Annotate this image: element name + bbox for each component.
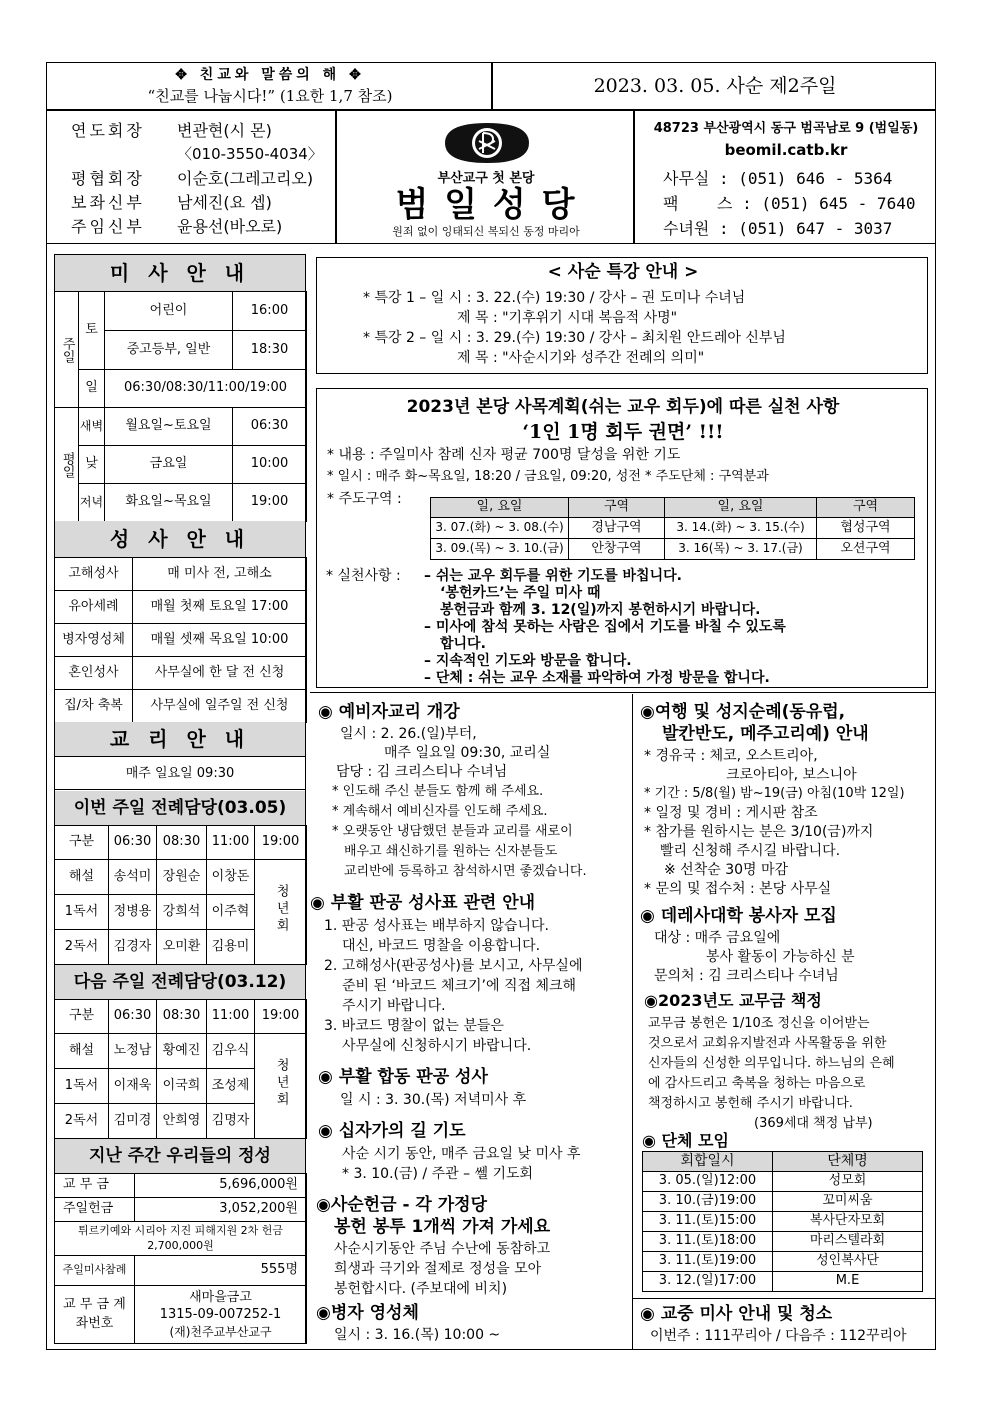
person: 노정남 — [109, 1034, 157, 1069]
easter-line: 주시기 바랍니다. — [342, 998, 446, 1014]
pilgrimage-line: * 문의 및 접수처 : 본당 사무실 — [644, 881, 832, 897]
meeting-time: 3. 05.(일)12:00 — [643, 1172, 773, 1192]
easter-line: 3. 바코드 명찰이 없는 분들은 — [324, 1018, 504, 1034]
sacrament-name: 혼인성사 — [55, 657, 133, 690]
offering-table — [54, 1173, 307, 1344]
person: 오미환 — [157, 930, 207, 965]
parish-logo-icon — [441, 119, 533, 167]
practice-label: * 실천사항 : — [326, 568, 401, 584]
district-name: 안창구역 — [569, 539, 665, 560]
offering-label: 교 무 금 — [55, 1174, 135, 1198]
website: beomil.catb.kr — [724, 141, 848, 159]
pilgrimage-line: * 일정 및 경비 : 게시판 참조 — [644, 805, 818, 821]
special-offering-amount: 2,700,000원 — [147, 1238, 214, 1252]
saturday-label: 토 — [79, 292, 105, 370]
district-table — [430, 497, 915, 560]
person: 김우식 — [207, 1034, 255, 1069]
day-label: 낮 — [79, 446, 105, 484]
col-header: 구분 — [55, 826, 109, 860]
practice-item: – 단체 : 쉬는 교우 소재를 파악하여 가정 방문을 합니다. — [424, 670, 770, 686]
motto-box — [46, 62, 492, 110]
catechumen-title: ◉ 예비자교리 개강 — [318, 702, 460, 722]
youth-group — [255, 1034, 307, 1139]
easter-line: 1. 판공 성사표는 배부하지 않습니다. — [324, 918, 549, 934]
group-name: 마리스텔라회 — [773, 1232, 923, 1252]
district-label: * 주도구역 : — [327, 491, 402, 507]
lent-lecture-box — [316, 257, 928, 374]
dues-line: 교무금 봉헌은 1/10조 정신을 이어받는 — [648, 1016, 870, 1031]
attendance-label: 주일미사참례 — [55, 1256, 135, 1286]
address: 48723 부산광역시 동구 범곡남로 9 (범일동) — [653, 121, 919, 136]
district-date: 3. 09.(목) ~ 3. 10.(금) — [431, 539, 569, 560]
group-name: 성인복사단 — [773, 1252, 923, 1272]
easter-confession-title: ◉ 부활 판공 성사표 관련 안내 — [310, 893, 536, 913]
col-header: 일, 요일 — [431, 498, 569, 518]
easter-line: 대신, 바코드 명찰을 이용합니다. — [342, 938, 541, 954]
sacrament-name: 유아세례 — [55, 591, 133, 624]
staff-box — [46, 110, 336, 244]
easter-line: 2. 고해성사(판공성사)를 보시고, 사무실에 — [324, 958, 583, 974]
account-label: 교 무 금 계좌번호 — [55, 1286, 135, 1344]
pilgrimage-line: 빨리 신청해 주시길 바랍니다. — [660, 843, 841, 859]
dues-line: 신자들의 신성한 의무입니다. 하느님의 은혜 — [648, 1056, 895, 1071]
liturgy-next-title: 다음 주일 전례담당(03.12) — [55, 965, 305, 999]
practice-item: – 지속적인 기도와 방문을 합니다. — [424, 653, 632, 669]
sacraments-title: 성 사 안 내 — [55, 521, 305, 557]
staff-name-3: 이순호(그레고리오) — [177, 169, 314, 188]
practice-item: 봉헌금과 함께 3. 12(일)까지 봉헌하시기 바랍니다. — [440, 602, 761, 618]
convent-phone: 수녀원 : (051) 647 - 3037 — [663, 219, 893, 238]
special-offering — [55, 1222, 307, 1256]
district-date: 3. 14.(화) ~ 3. 15.(수) — [665, 518, 817, 539]
groups-title: ◉ 단체 모임 — [642, 1131, 729, 1150]
role: 2독서 — [55, 930, 109, 965]
teresa-line: 대상 : 매주 금요일에 — [654, 930, 781, 946]
person: 안희영 — [157, 1104, 207, 1139]
meeting-time: 3. 12.(일)17:00 — [643, 1272, 773, 1292]
col-header: 08:30 — [157, 826, 207, 860]
parish-box — [336, 110, 634, 244]
bulletin-date: 2023. 03. 05. 사순 제2주일 — [593, 75, 837, 97]
joint-confession-line: 일 시 : 3. 30.(목) 저녁미사 후 — [340, 1092, 527, 1108]
practice-item: – 쉬는 교우 회두를 위한 기도를 바칩니다. — [424, 568, 682, 584]
practice-item: 합니다. — [440, 636, 486, 652]
group-name: 성모회 — [773, 1172, 923, 1192]
staff-role-3: 평협회장 — [71, 169, 145, 188]
teresa-line: 문의처 : 김 크리스티나 수녀님 — [654, 968, 839, 984]
group-name: M.E — [773, 1272, 923, 1292]
weekday-label: 평일 — [55, 408, 79, 522]
catechism-time: 매주 일요일 09:30 — [54, 756, 306, 790]
role: 1독서 — [55, 1069, 109, 1104]
col-header: 단체명 — [773, 1152, 923, 1172]
pilgrimage-line: * 경유국 : 체코, 오스트리아, — [644, 748, 818, 764]
staff-role-1: 연도회장 — [71, 121, 145, 140]
person: 조성제 — [207, 1069, 255, 1104]
pastoral-content: * 내용 : 주일미사 참례 신자 평균 700명 달성을 위한 기도 — [327, 447, 681, 463]
offering-amount: 5,696,000원 — [135, 1174, 307, 1198]
district-name: 협성구역 — [817, 518, 915, 539]
stations-line: * 3. 10.(금) / 주관 – 쎌 기도회 — [342, 1166, 534, 1182]
column-divider — [632, 694, 633, 1350]
date-box — [492, 62, 936, 110]
meeting-time: 3. 11.(토)19:00 — [643, 1252, 773, 1272]
pilgrimage-title-1: ◉여행 및 성지순례(동유럽, — [640, 702, 846, 722]
liturgy-this-table — [54, 825, 307, 965]
pastoral-subtitle: ‘1인 1명 회두 권면’ !!! — [522, 421, 724, 443]
col-header: 구역 — [569, 498, 665, 518]
col-header: 06:30 — [109, 1000, 157, 1034]
day-time: 10:00 — [233, 446, 307, 484]
sick-communion-title: ◉병자 영성체 — [316, 1303, 419, 1323]
dues-line: 에 감사드리고 축복을 청하는 마음으로 — [648, 1076, 866, 1091]
teresa-title: ◉ 데레사대학 봉사자 모집 — [640, 906, 837, 926]
staff-role-5: 주임신부 — [71, 217, 145, 236]
person: 강희석 — [157, 895, 207, 930]
catechumen-line: * 오랫동안 냉담했던 분들과 교리를 새로이 — [332, 824, 573, 839]
pilgrimage-line: 크로아티아, 보스니아 — [726, 767, 857, 783]
mass-youth-time: 18:30 — [233, 331, 307, 370]
staff-role-4: 보좌신부 — [71, 193, 145, 212]
district-name: 오션구역 — [817, 539, 915, 560]
sacrament-info: 매월 첫째 토요일 17:00 — [133, 591, 307, 624]
person: 이주혁 — [207, 895, 255, 930]
person: 김명자 — [207, 1104, 255, 1139]
parish-subtitle: 부산교구 첫 본당 — [437, 171, 535, 186]
stations-line: 사순 시기 동안, 매주 금요일 낮 미사 후 — [342, 1146, 581, 1162]
lent-lecture-title: < 사순 특강 안내 > — [547, 262, 699, 282]
sacrament-info: 사무실에 일주일 전 신청 — [133, 690, 307, 723]
bank-name: 새마을금고 — [189, 1289, 252, 1305]
col-header: 11:00 — [207, 826, 255, 860]
person: 김경자 — [109, 930, 157, 965]
district-date: 3. 16(목) ~ 3. 17.(금) — [665, 539, 817, 560]
liturgy-this-title: 이번 주일 전례담당(03.05) — [55, 791, 305, 825]
account-holder: (재)천주교부산교구 — [169, 1324, 272, 1339]
fax-number: 팩 스 : (051) 645 - 7640 — [663, 194, 916, 213]
staff-name-4: 남세진(요 셉) — [177, 193, 272, 212]
sacrament-name: 병자영성체 — [55, 624, 133, 657]
dawn-label: 새벽 — [79, 408, 105, 446]
sunday-label: 주일 — [55, 292, 79, 408]
role: 해설 — [55, 860, 109, 895]
person: 황예진 — [157, 1034, 207, 1069]
sacraments-table — [54, 557, 307, 723]
pilgrimage-title-2: 발칸반도, 메주고리예) 안내 — [662, 724, 869, 744]
motto-sub: “친교를 나눕시다!” (1요한 1,7 참조) — [147, 87, 393, 105]
lent-offering-line: 사순시기동안 주님 수난에 동참하고 — [334, 1241, 551, 1257]
practice-item: – 미사에 참석 못하는 사람은 집에서 기도를 바칠 수 있도록 — [424, 619, 786, 635]
pilgrimage-line: * 참가를 원하시는 분은 3/10(금)까지 — [644, 824, 874, 840]
staff-name-1: 변관현(시 몬) — [177, 121, 272, 140]
youth-group — [255, 860, 307, 965]
sacrament-info: 사무실에 한 달 전 신청 — [133, 657, 307, 690]
mass-title: 미 사 안 내 — [55, 255, 305, 291]
person: 김용미 — [207, 930, 255, 965]
catechumen-line: 매주 일요일 09:30, 교리실 — [384, 745, 551, 761]
pastoral-time: * 일시 : 매주 화~목요일, 18:20 / 금요일, 09:20, 성전 * 주도단체 : 구역분과 — [327, 469, 769, 484]
lent-offering-title-1: ◉사순헌금 - 각 가정당 — [316, 1195, 488, 1215]
person: 이국희 — [157, 1069, 207, 1104]
group-name: 꼬미씨움 — [773, 1192, 923, 1212]
youth-group-label: 청년회 — [273, 1058, 289, 1110]
parish-name: 범 일 성 당 — [395, 185, 577, 225]
catechumen-line: * 인도해 주신 분들도 함께 해 주세요. — [332, 784, 544, 799]
evening-label: 저녁 — [79, 484, 105, 522]
group-name: 복사단자모회 — [773, 1212, 923, 1232]
col-header: 19:00 — [255, 826, 307, 860]
col-header: 일, 요일 — [665, 498, 817, 518]
sun-label: 일 — [79, 370, 105, 408]
sacrament-name: 고해성사 — [55, 558, 133, 591]
dawn-time: 06:30 — [233, 408, 307, 446]
meeting-time: 3. 10.(금)19:00 — [643, 1192, 773, 1212]
easter-line: 사무실에 신청하시기 바랍니다. — [342, 1038, 532, 1054]
catechumen-line: 배우고 쇄신하기를 원하는 신자분들도 — [344, 844, 558, 859]
account-info — [135, 1286, 307, 1344]
staff-name-5: 윤용선(바오로) — [177, 217, 283, 236]
lecture-1-subject: 제 목 : "기후위기 시대 복음적 사명" — [457, 310, 678, 326]
attendance-count: 555명 — [135, 1256, 307, 1286]
pastoral-title: 2023년 본당 사목계획(쉬는 교우 회두)에 따른 실천 사항 — [406, 397, 840, 417]
catechism-title: 교 리 안 내 — [55, 722, 305, 756]
person: 이창돈 — [207, 860, 255, 895]
catechumen-line: 교리반에 등록하고 참석하시면 좋겠습니다. — [344, 864, 587, 879]
person: 송석미 — [109, 860, 157, 895]
offering-amount: 3,052,200원 — [135, 1198, 307, 1222]
meeting-time: 3. 11.(토)18:00 — [643, 1232, 773, 1252]
offering-label: 주일헌금 — [55, 1198, 135, 1222]
person: 김미경 — [109, 1104, 157, 1139]
col-header: 구분 — [55, 1000, 109, 1034]
practice-item: ‘봉헌카드’는 주일 미사 때 — [440, 585, 601, 601]
special-offering-label: 튀르키예와 시리아 지진 피해지원 2차 헌금 — [77, 1224, 284, 1238]
sacrament-info: 매월 셋째 목요일 10:00 — [133, 624, 307, 657]
person: 이재욱 — [109, 1069, 157, 1104]
lecture-2-info: * 특강 2 – 일 시 : 3. 29.(수) 19:30 / 강사 – 최치원 안드레아 신부님 — [363, 330, 786, 346]
col-header: 19:00 — [255, 1000, 307, 1034]
cleaning-line: 이번주 : 111꾸리아 / 다음주 : 112꾸리아 — [650, 1328, 907, 1344]
mass-child-time: 16:00 — [233, 292, 307, 331]
evening-time: 19:00 — [233, 484, 307, 522]
joint-confession-title: ◉ 부활 합동 판공 성사 — [318, 1067, 488, 1087]
person: 정병용 — [109, 895, 157, 930]
liturgy-next-table — [54, 999, 307, 1139]
evening-days: 화요일~목요일 — [105, 484, 233, 522]
staff-phone: 〈010-3550-4034〉 — [177, 145, 323, 163]
mass-child: 어린이 — [105, 292, 233, 331]
dues-title: ◉2023년도 교무금 책정 — [644, 991, 822, 1010]
role: 2독서 — [55, 1104, 109, 1139]
sick-communion-line: 일시 : 3. 16.(목) 10:00 ~ — [334, 1327, 501, 1343]
day-days: 금요일 — [105, 446, 233, 484]
col-header: 11:00 — [207, 1000, 255, 1034]
lecture-1-info: * 특강 1 – 일 시 : 3. 22.(수) 19:30 / 강사 – 권 도미나 수녀님 — [363, 290, 746, 306]
cleaning-divider — [633, 1298, 936, 1299]
catechumen-line: 담당 : 김 크리스티나 수녀님 — [336, 764, 508, 780]
parish-motto: 원죄 없이 잉태되신 복되신 동정 마리아 — [392, 225, 580, 238]
sunday-times: 06:30/08:30/11:00/19:00 — [105, 370, 307, 408]
role: 해설 — [55, 1034, 109, 1069]
teresa-line: 봉사 활동이 가능하신 분 — [706, 949, 855, 965]
col-header: 06:30 — [109, 826, 157, 860]
role: 1독서 — [55, 895, 109, 930]
mass-youth: 중고등부, 일반 — [105, 331, 233, 370]
cleaning-title: ◉ 교중 미사 안내 및 청소 — [640, 1304, 833, 1324]
person: 장원순 — [157, 860, 207, 895]
pilgrimage-line: * 기간 : 5/8(월) 밤~19(금) 아침(10박 12일) — [644, 786, 905, 801]
lent-offering-line: 봉헌합시다. (주보대에 비치) — [334, 1281, 508, 1297]
account-number: 1315-09-007252-1 — [159, 1307, 282, 1323]
stations-title: ◉ 십자가의 길 기도 — [318, 1121, 466, 1141]
sacrament-name: 집/차 축복 — [55, 690, 133, 723]
motto-title: ✥ 친교와 말씀의 해 ✥ — [175, 67, 365, 83]
catechumen-line: 일시 : 2. 26.(일)부터, — [340, 726, 477, 742]
col-header: 회합일시 — [643, 1152, 773, 1172]
pilgrimage-line: ※ 선착순 30명 마감 — [664, 862, 789, 878]
sacrament-info: 매 미사 전, 고해소 — [133, 558, 307, 591]
dues-line: (369세대 책정 납부) — [754, 1116, 873, 1131]
lecture-2-subject: 제 목 : "사순시기와 성주간 전례의 의미" — [457, 350, 705, 366]
office-phone: 사무실 : (051) 646 - 5364 — [663, 169, 893, 188]
dues-line: 것으로서 교회유지발전과 사목활동을 위한 — [648, 1036, 887, 1051]
youth-group-label: 청년회 — [273, 884, 289, 936]
offering-title: 지난 주간 우리들의 정성 — [55, 1139, 305, 1173]
district-name: 경남구역 — [569, 518, 665, 539]
lent-offering-title-2: 봉헌 봉투 1개씩 가져 가세요 — [334, 1217, 551, 1237]
col-header: 구역 — [817, 498, 915, 518]
contact-box — [634, 110, 936, 244]
catechumen-line: * 계속해서 예비신자를 인도해 주세요. — [332, 804, 548, 819]
meeting-time: 3. 11.(토)15:00 — [643, 1212, 773, 1232]
col-header: 08:30 — [157, 1000, 207, 1034]
section-divider — [310, 692, 936, 693]
easter-line: 준비 된 ‘바코드 체크기’에 직접 체크해 — [342, 978, 577, 994]
dawn-days: 월요일~토요일 — [105, 408, 233, 446]
mass-table — [54, 291, 307, 522]
lent-offering-line: 희생과 극기와 절제로 정성을 모아 — [334, 1261, 542, 1277]
dues-line: 책정하시고 봉헌해 주시기 바랍니다. — [648, 1096, 853, 1111]
district-date: 3. 07.(화) ~ 3. 08.(수) — [431, 518, 569, 539]
groups-table — [642, 1151, 923, 1292]
